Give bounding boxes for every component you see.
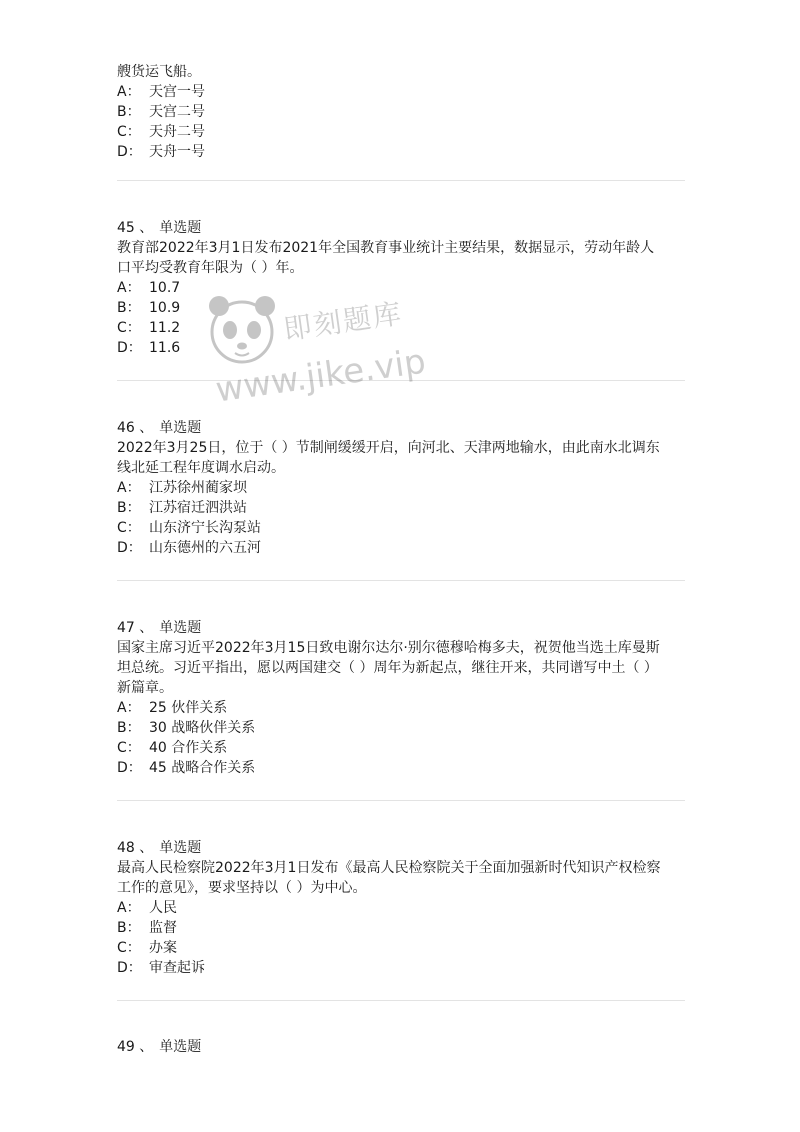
option-b: [117, 498, 685, 518]
question-stem-line: 坦总统。习近平指出，愿以两国建交（ ）周年为新起点，继往开来，共同谱写中土（ ）: [117, 660, 658, 676]
question-header: [117, 418, 685, 438]
option-b: [117, 918, 685, 938]
option-letter: B：: [117, 720, 141, 736]
option-letter: C：: [117, 940, 141, 956]
option-c: [117, 318, 685, 338]
option-letter: C：: [117, 320, 141, 336]
divider: [117, 380, 685, 381]
question-stem-line: 艘货运飞船。: [117, 64, 201, 80]
option-letter: C：: [117, 124, 141, 140]
watermark-brand: 即刻题库: [281, 296, 405, 347]
option-c: [117, 738, 685, 758]
option-d: [117, 758, 685, 778]
question-48: [117, 838, 685, 978]
option-a: [117, 478, 685, 498]
option-text: 10.7: [149, 280, 181, 296]
option-letter: B：: [117, 920, 141, 936]
question-stem-line: 新篇章。: [117, 680, 173, 696]
option-text: 审查起诉: [149, 960, 205, 976]
option-a: [117, 898, 685, 918]
option-letter: B：: [117, 300, 141, 316]
question-header: [117, 838, 685, 858]
watermark-url: www.jike.vip: [213, 341, 429, 411]
option-text: 天宫二号: [149, 104, 205, 120]
option-text: 天舟二号: [149, 124, 205, 140]
question-stem-line: 口平均受教育年限为（ ）年。: [117, 260, 304, 276]
question-type: 单选题: [159, 1039, 202, 1055]
question-46: [117, 418, 685, 558]
option-text: 江苏宿迁泗洪站: [149, 500, 247, 516]
question-type: 单选题: [159, 220, 202, 236]
option-letter: A：: [117, 84, 141, 100]
question-number: 49 、: [117, 1039, 154, 1055]
option-d: [117, 338, 685, 358]
question-stem-line: 2022年3月25日，位于（ ）节制闸缓缓开启，向河北、天津两地输水，由此南水北调东: [117, 440, 660, 456]
option-text: 山东德州的六五河: [149, 540, 261, 556]
option-letter: A：: [117, 900, 141, 916]
option-text: 人民: [149, 900, 177, 916]
option-b: [117, 718, 685, 738]
option-letter: A：: [117, 280, 141, 296]
option-d: [117, 538, 685, 558]
question-number: 46 、: [117, 420, 154, 436]
option-c: [117, 938, 685, 958]
option-text: 江苏徐州蔺家坝: [149, 480, 247, 496]
divider: [117, 800, 685, 801]
divider: [117, 580, 685, 581]
question-49: [117, 1037, 685, 1057]
option-a: [117, 278, 685, 298]
question-stem-line: 工作的意见》，要求坚持以（ ）为中心。: [117, 880, 367, 896]
option-d: [117, 142, 685, 162]
question-number: 47 、: [117, 620, 154, 636]
option-letter: B：: [117, 104, 141, 120]
question-number: 45 、: [117, 220, 154, 236]
option-b: [117, 298, 685, 318]
option-text: 山东济宁长沟泵站: [149, 520, 261, 536]
option-text: 10.9: [149, 300, 181, 316]
divider: [117, 180, 685, 181]
question-header: [117, 218, 685, 238]
option-text: 45 战略合作关系: [149, 760, 256, 776]
option-letter: D：: [117, 960, 142, 976]
option-text: 11.2: [149, 320, 181, 336]
option-letter: C：: [117, 520, 141, 536]
option-letter: B：: [117, 500, 141, 516]
option-text: 天舟一号: [149, 144, 205, 160]
option-a: [117, 82, 685, 102]
question-header: [117, 1037, 685, 1057]
option-letter: A：: [117, 700, 141, 716]
question-header: [117, 618, 685, 638]
option-c: [117, 122, 685, 142]
question-stem-line: 教育部2022年3月1日发布2021年全国教育事业统计主要结果，数据显示，劳动年龄人: [117, 240, 655, 256]
divider: [117, 1000, 685, 1001]
question-type: 单选题: [159, 840, 202, 856]
option-a: [117, 698, 685, 718]
option-text: 天宫一号: [149, 84, 205, 100]
question-stem-line: 线北延工程年度调水启动。: [117, 460, 285, 476]
option-d: [117, 958, 685, 978]
question-number: 48 、: [117, 840, 154, 856]
option-text: 监督: [149, 920, 177, 936]
option-letter: A：: [117, 480, 141, 496]
option-letter: D：: [117, 760, 142, 776]
option-letter: D：: [117, 144, 142, 160]
question-44-fragment: [117, 62, 685, 162]
question-stem-line: 最高人民检察院2022年3月1日发布《最高人民检察院关于全面加强新时代知识产权检察: [117, 860, 661, 876]
option-text: 30 战略伙伴关系: [149, 720, 256, 736]
option-b: [117, 102, 685, 122]
question-stem-line: 国家主席习近平2022年3月15日致电谢尔达尔·别尔德穆哈梅多夫，祝贺他当选土库曼斯: [117, 640, 660, 656]
question-45: [117, 218, 685, 358]
option-c: [117, 518, 685, 538]
option-text: 40 合作关系: [149, 740, 228, 756]
option-text: 25 伙伴关系: [149, 700, 228, 716]
option-text: 办案: [149, 940, 177, 956]
question-type: 单选题: [159, 420, 202, 436]
option-letter: C：: [117, 740, 141, 756]
option-letter: D：: [117, 340, 142, 356]
option-text: 11.6: [149, 340, 181, 356]
question-47: [117, 618, 685, 778]
option-letter: D：: [117, 540, 142, 556]
question-type: 单选题: [159, 620, 202, 636]
